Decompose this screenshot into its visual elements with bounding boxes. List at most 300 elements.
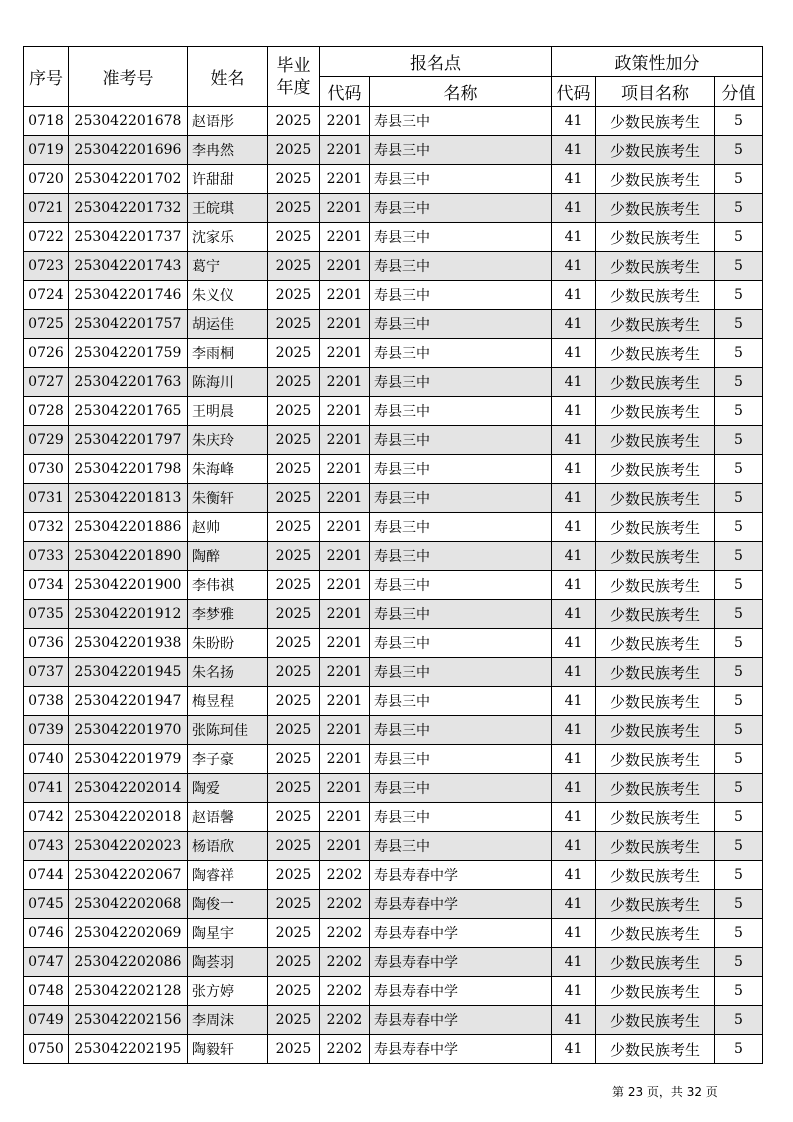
row-bonus-score: 5 [715,803,763,832]
row-seq: 0738 [24,687,69,716]
row-seq: 0724 [24,281,69,310]
table-row [24,716,763,745]
row-seq: 0723 [24,252,69,281]
row-name: 陶毅轩 [188,1035,268,1064]
row-seq: 0730 [24,455,69,484]
table-row [24,513,763,542]
row-grad-year: 2025 [268,832,320,861]
row-grad-year: 2025 [268,571,320,600]
row-school-name: 寿县三中 [370,774,552,803]
row-seq: 0741 [24,774,69,803]
row-seq: 0732 [24,513,69,542]
row-name: 赵语彤 [188,107,268,136]
row-reg-code: 2201 [320,310,370,339]
row-name: 胡运佳 [188,310,268,339]
row-school-name: 寿县三中 [370,484,552,513]
row-bonus-score: 5 [715,223,763,252]
row-seq: 0720 [24,165,69,194]
row-name: 陶睿祥 [188,861,268,890]
row-bonus-project: 少数民族考生 [596,426,715,455]
row-exam-no: 253042201912 [69,600,188,629]
row-school-name: 寿县三中 [370,658,552,687]
header-bonus-score: 分值 [715,77,763,107]
row-reg-code: 2202 [320,948,370,977]
row-bonus-project: 少数民族考生 [596,977,715,1006]
row-grad-year: 2025 [268,194,320,223]
row-seq: 0748 [24,977,69,1006]
row-bonus-project: 少数民族考生 [596,948,715,977]
row-bonus-project: 少数民族考生 [596,368,715,397]
row-name: 陈海川 [188,368,268,397]
row-exam-no: 253042201696 [69,136,188,165]
row-bonus-project: 少数民族考生 [596,571,715,600]
row-grad-year: 2025 [268,426,320,455]
table-row [24,542,763,571]
row-school-name: 寿县三中 [370,716,552,745]
table-row [24,687,763,716]
table-row [24,803,763,832]
row-grad-year: 2025 [268,1035,320,1064]
row-school-name: 寿县三中 [370,629,552,658]
table-body [24,107,763,1064]
row-bonus-code: 41 [552,687,596,716]
row-seq: 0735 [24,600,69,629]
row-bonus-code: 41 [552,861,596,890]
row-bonus-score: 5 [715,774,763,803]
row-school-name: 寿县寿春中学 [370,977,552,1006]
row-exam-no: 253042202023 [69,832,188,861]
row-grad-year: 2025 [268,107,320,136]
table-row [24,1006,763,1035]
row-grad-year: 2025 [268,629,320,658]
row-school-name: 寿县三中 [370,455,552,484]
row-reg-code: 2201 [320,339,370,368]
table-row [24,339,763,368]
row-bonus-code: 41 [552,223,596,252]
row-exam-no: 253042201732 [69,194,188,223]
row-school-name: 寿县三中 [370,600,552,629]
row-seq: 0721 [24,194,69,223]
row-bonus-code: 41 [552,368,596,397]
table-row [24,948,763,977]
row-bonus-project: 少数民族考生 [596,194,715,223]
row-school-name: 寿县三中 [370,571,552,600]
table-row [24,107,763,136]
row-bonus-code: 41 [552,136,596,165]
row-name: 李周沫 [188,1006,268,1035]
row-reg-code: 2201 [320,136,370,165]
row-grad-year: 2025 [268,252,320,281]
row-bonus-code: 41 [552,890,596,919]
row-seq: 0722 [24,223,69,252]
row-name: 陶爱 [188,774,268,803]
row-bonus-score: 5 [715,107,763,136]
row-name: 葛宁 [188,252,268,281]
row-reg-code: 2201 [320,107,370,136]
row-exam-no: 253042201797 [69,426,188,455]
row-school-name: 寿县三中 [370,745,552,774]
table-row [24,223,763,252]
row-school-name: 寿县三中 [370,542,552,571]
row-bonus-score: 5 [715,165,763,194]
row-grad-year: 2025 [268,774,320,803]
row-seq: 0726 [24,339,69,368]
row-exam-no: 253042201759 [69,339,188,368]
row-bonus-code: 41 [552,832,596,861]
row-bonus-score: 5 [715,745,763,774]
row-school-name: 寿县寿春中学 [370,919,552,948]
row-seq: 0719 [24,136,69,165]
row-seq: 0729 [24,426,69,455]
row-exam-no: 253042201970 [69,716,188,745]
row-bonus-code: 41 [552,600,596,629]
row-exam-no: 253042201947 [69,687,188,716]
row-bonus-project: 少数民族考生 [596,223,715,252]
row-seq: 0747 [24,948,69,977]
row-exam-no: 253042202086 [69,948,188,977]
row-bonus-project: 少数民族考生 [596,310,715,339]
header-registration-point: 报名点 [320,47,552,77]
row-reg-code: 2201 [320,426,370,455]
row-bonus-score: 5 [715,1006,763,1035]
row-school-name: 寿县寿春中学 [370,861,552,890]
table-row [24,368,763,397]
row-grad-year: 2025 [268,310,320,339]
row-reg-code: 2201 [320,194,370,223]
row-seq: 0746 [24,919,69,948]
row-bonus-code: 41 [552,571,596,600]
table-row [24,571,763,600]
row-school-name: 寿县寿春中学 [370,1035,552,1064]
row-bonus-score: 5 [715,455,763,484]
row-reg-code: 2201 [320,484,370,513]
row-reg-code: 2201 [320,542,370,571]
row-grad-year: 2025 [268,136,320,165]
row-reg-code: 2201 [320,832,370,861]
header-grad-year: 毕业 年度 [268,47,320,107]
row-reg-code: 2202 [320,890,370,919]
row-school-name: 寿县寿春中学 [370,890,552,919]
row-name: 李伟祺 [188,571,268,600]
row-school-name: 寿县三中 [370,194,552,223]
row-bonus-code: 41 [552,658,596,687]
row-bonus-project: 少数民族考生 [596,136,715,165]
row-seq: 0731 [24,484,69,513]
row-seq: 0736 [24,629,69,658]
row-grad-year: 2025 [268,223,320,252]
row-seq: 0749 [24,1006,69,1035]
table-row [24,426,763,455]
row-school-name: 寿县寿春中学 [370,948,552,977]
row-bonus-score: 5 [715,194,763,223]
table-row [24,600,763,629]
row-grad-year: 2025 [268,948,320,977]
row-bonus-code: 41 [552,1035,596,1064]
row-bonus-score: 5 [715,832,763,861]
row-school-name: 寿县三中 [370,252,552,281]
row-bonus-project: 少数民族考生 [596,832,715,861]
row-bonus-code: 41 [552,339,596,368]
table-row [24,832,763,861]
row-bonus-score: 5 [715,687,763,716]
row-bonus-score: 5 [715,571,763,600]
row-bonus-score: 5 [715,339,763,368]
row-bonus-score: 5 [715,919,763,948]
table-row [24,890,763,919]
row-bonus-project: 少数民族考生 [596,107,715,136]
row-name: 李冉然 [188,136,268,165]
row-bonus-score: 5 [715,890,763,919]
row-reg-code: 2201 [320,803,370,832]
row-bonus-score: 5 [715,1035,763,1064]
row-exam-no: 253042202128 [69,977,188,1006]
row-seq: 0743 [24,832,69,861]
row-bonus-project: 少数民族考生 [596,658,715,687]
row-name: 杨语欣 [188,832,268,861]
row-bonus-code: 41 [552,1006,596,1035]
row-school-name: 寿县三中 [370,281,552,310]
row-grad-year: 2025 [268,600,320,629]
row-exam-no: 253042201763 [69,368,188,397]
table-row [24,658,763,687]
row-bonus-score: 5 [715,513,763,542]
row-bonus-project: 少数民族考生 [596,513,715,542]
row-name: 陶俊一 [188,890,268,919]
row-bonus-project: 少数民族考生 [596,397,715,426]
row-grad-year: 2025 [268,513,320,542]
row-bonus-project: 少数民族考生 [596,629,715,658]
row-bonus-project: 少数民族考生 [596,774,715,803]
row-bonus-code: 41 [552,397,596,426]
row-school-name: 寿县三中 [370,339,552,368]
row-reg-code: 2202 [320,1006,370,1035]
row-name: 张陈珂佳 [188,716,268,745]
row-reg-code: 2201 [320,165,370,194]
row-bonus-score: 5 [715,861,763,890]
row-school-name: 寿县三中 [370,426,552,455]
row-bonus-code: 41 [552,455,596,484]
row-reg-code: 2201 [320,223,370,252]
row-bonus-code: 41 [552,803,596,832]
row-bonus-project: 少数民族考生 [596,687,715,716]
header-bonus-project: 项目名称 [596,77,715,107]
row-bonus-score: 5 [715,629,763,658]
row-reg-code: 2201 [320,455,370,484]
row-bonus-project: 少数民族考生 [596,455,715,484]
row-exam-no: 253042201743 [69,252,188,281]
row-seq: 0739 [24,716,69,745]
table-row [24,861,763,890]
row-bonus-score: 5 [715,368,763,397]
table-row [24,310,763,339]
row-grad-year: 2025 [268,687,320,716]
table-row [24,397,763,426]
row-exam-no: 253042201798 [69,455,188,484]
header-name: 姓名 [188,47,268,107]
row-bonus-project: 少数民族考生 [596,919,715,948]
row-grad-year: 2025 [268,919,320,948]
row-bonus-code: 41 [552,948,596,977]
row-bonus-code: 41 [552,107,596,136]
row-name: 陶星宇 [188,919,268,948]
table-row [24,165,763,194]
table-row [24,745,763,774]
table-row [24,977,763,1006]
row-name: 陶醉 [188,542,268,571]
row-bonus-code: 41 [552,919,596,948]
row-seq: 0737 [24,658,69,687]
row-reg-code: 2201 [320,368,370,397]
row-seq: 0734 [24,571,69,600]
row-exam-no: 253042201900 [69,571,188,600]
row-grad-year: 2025 [268,542,320,571]
row-bonus-score: 5 [715,136,763,165]
row-bonus-code: 41 [552,629,596,658]
row-grad-year: 2025 [268,484,320,513]
row-grad-year: 2025 [268,165,320,194]
row-bonus-code: 41 [552,513,596,542]
row-bonus-score: 5 [715,310,763,339]
row-seq: 0728 [24,397,69,426]
table-row [24,281,763,310]
row-bonus-code: 41 [552,977,596,1006]
row-bonus-code: 41 [552,310,596,339]
row-bonus-code: 41 [552,426,596,455]
row-grad-year: 2025 [268,1006,320,1035]
row-reg-code: 2201 [320,571,370,600]
row-reg-code: 2201 [320,687,370,716]
row-school-name: 寿县三中 [370,687,552,716]
row-exam-no: 253042201886 [69,513,188,542]
row-grad-year: 2025 [268,977,320,1006]
row-bonus-score: 5 [715,542,763,571]
row-name: 张方婷 [188,977,268,1006]
header-bonus-code: 代码 [552,77,596,107]
table-row [24,774,763,803]
row-school-name: 寿县三中 [370,223,552,252]
row-bonus-code: 41 [552,745,596,774]
row-bonus-project: 少数民族考生 [596,542,715,571]
row-bonus-score: 5 [715,426,763,455]
row-exam-no: 253042201945 [69,658,188,687]
row-school-name: 寿县三中 [370,107,552,136]
table-row [24,1035,763,1064]
row-name: 朱名扬 [188,658,268,687]
row-seq: 0733 [24,542,69,571]
row-reg-code: 2201 [320,716,370,745]
table-row [24,919,763,948]
row-bonus-code: 41 [552,252,596,281]
header-seq: 序号 [24,47,69,107]
row-reg-code: 2201 [320,281,370,310]
page-footer: 第 23 页，共 32 页 [612,1085,718,1099]
row-bonus-project: 少数民族考生 [596,1006,715,1035]
row-bonus-score: 5 [715,281,763,310]
row-school-name: 寿县寿春中学 [370,1006,552,1035]
row-exam-no: 253042202068 [69,890,188,919]
row-name: 赵帅 [188,513,268,542]
row-exam-no: 253042201938 [69,629,188,658]
row-school-name: 寿县三中 [370,397,552,426]
row-bonus-code: 41 [552,774,596,803]
row-reg-code: 2202 [320,977,370,1006]
row-school-name: 寿县三中 [370,165,552,194]
row-seq: 0744 [24,861,69,890]
table-row [24,252,763,281]
row-bonus-project: 少数民族考生 [596,339,715,368]
row-bonus-score: 5 [715,948,763,977]
row-reg-code: 2201 [320,774,370,803]
row-school-name: 寿县三中 [370,832,552,861]
row-bonus-project: 少数民族考生 [596,281,715,310]
row-reg-code: 2202 [320,1035,370,1064]
row-name: 朱海峰 [188,455,268,484]
header-reg-name: 名称 [370,77,552,107]
row-exam-no: 253042202018 [69,803,188,832]
table-row [24,455,763,484]
row-exam-no: 253042202014 [69,774,188,803]
row-reg-code: 2201 [320,397,370,426]
row-name: 李雨桐 [188,339,268,368]
row-grad-year: 2025 [268,397,320,426]
row-seq: 0740 [24,745,69,774]
row-bonus-score: 5 [715,658,763,687]
row-name: 陶荟羽 [188,948,268,977]
row-bonus-score: 5 [715,600,763,629]
header-policy-bonus: 政策性加分 [552,47,763,77]
row-reg-code: 2201 [320,252,370,281]
row-bonus-score: 5 [715,484,763,513]
row-reg-code: 2201 [320,600,370,629]
row-bonus-project: 少数民族考生 [596,165,715,194]
row-grad-year: 2025 [268,368,320,397]
row-school-name: 寿县三中 [370,136,552,165]
row-exam-no: 253042202195 [69,1035,188,1064]
row-bonus-code: 41 [552,484,596,513]
row-bonus-project: 少数民族考生 [596,861,715,890]
row-bonus-code: 41 [552,542,596,571]
row-school-name: 寿县三中 [370,310,552,339]
row-bonus-project: 少数民族考生 [596,600,715,629]
row-bonus-score: 5 [715,977,763,1006]
row-bonus-code: 41 [552,716,596,745]
row-grad-year: 2025 [268,716,320,745]
row-grad-year: 2025 [268,339,320,368]
row-reg-code: 2201 [320,629,370,658]
row-name: 朱盼盼 [188,629,268,658]
table-row [24,629,763,658]
row-name: 梅昱程 [188,687,268,716]
table-header [24,47,763,107]
row-name: 沈家乐 [188,223,268,252]
row-name: 王皖琪 [188,194,268,223]
row-bonus-code: 41 [552,281,596,310]
row-bonus-score: 5 [715,397,763,426]
row-exam-no: 253042202069 [69,919,188,948]
row-bonus-project: 少数民族考生 [596,890,715,919]
header-reg-code: 代码 [320,77,370,107]
row-name: 王明晨 [188,397,268,426]
candidate-table [23,46,763,1064]
row-reg-code: 2201 [320,745,370,774]
row-exam-no: 253042202156 [69,1006,188,1035]
table-row [24,194,763,223]
row-exam-no: 253042201737 [69,223,188,252]
row-reg-code: 2202 [320,919,370,948]
row-exam-no: 253042201813 [69,484,188,513]
row-exam-no: 253042202067 [69,861,188,890]
table-row [24,484,763,513]
